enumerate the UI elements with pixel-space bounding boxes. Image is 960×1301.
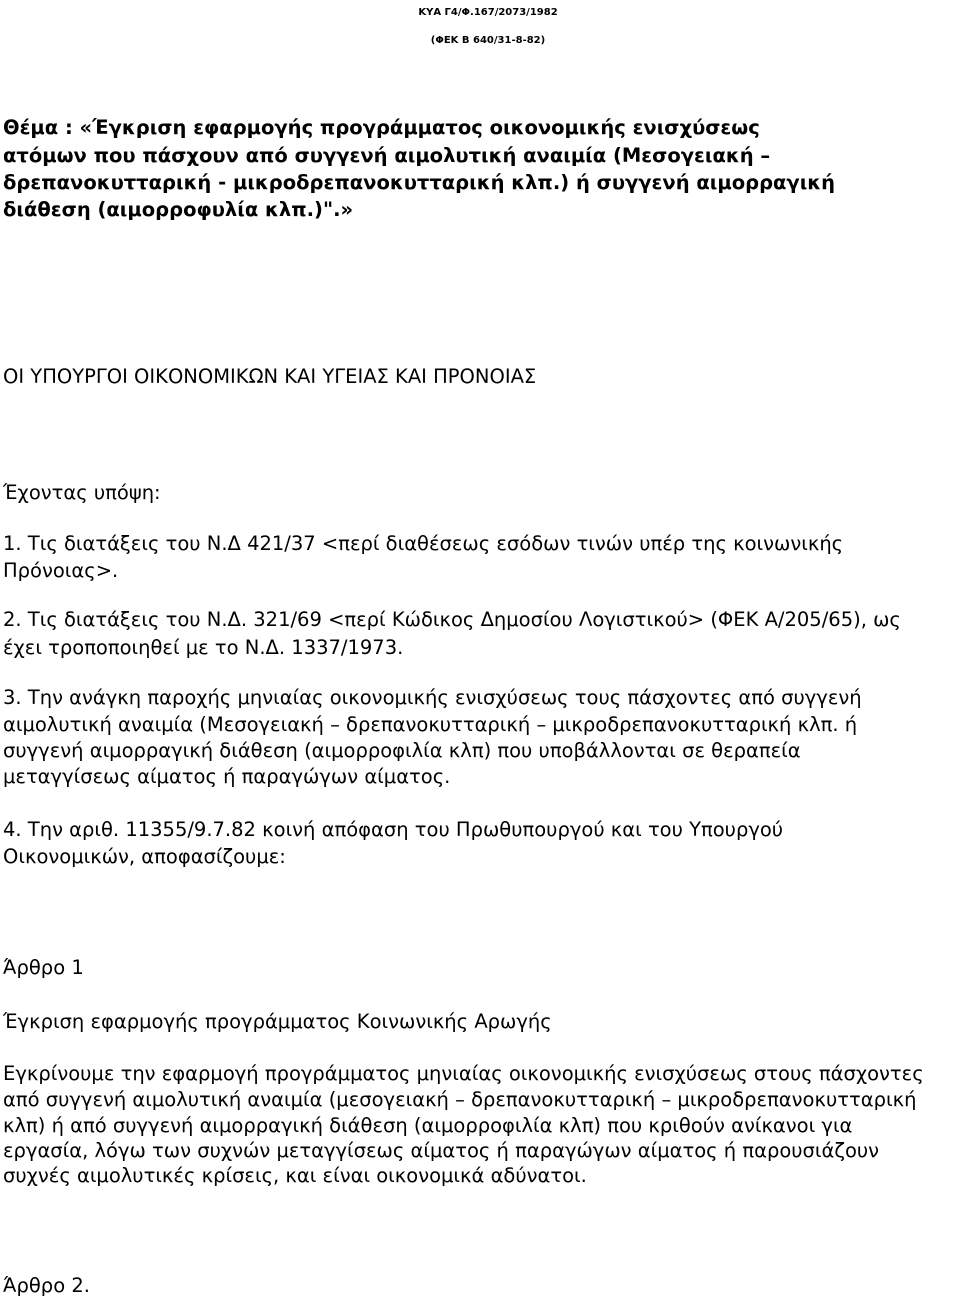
article-2-title: Άρθρο 2. [3, 1274, 90, 1297]
subject-line-2: ατόμων που πάσχουν από συγγενή αιμολυτική αναιμία (Μεσογειακή – [3, 144, 771, 167]
article-1-line-3: κλπ) ή από συγγενή αιμορραγική διάθεση (αιμορροφιλία κλπ) που κριθούν ανίκανοι για [3, 1114, 853, 1137]
subject-line-1: Θέμα : «Έγκριση εφαρμογής προγράμματος οικονομικής ενισχύσεως [3, 116, 760, 139]
article-1-line-5: συχνές αιμολυτικές κρίσεις, και είναι οικονομικά αδύνατοι. [3, 1164, 587, 1187]
document-reference: ΚΥΑ Γ4/Φ.167/2073/1982 [418, 7, 558, 18]
article-1-line-2: από συγγενή αιμολυτική αναιμία (μεσογειακή – δρεπανοκυτταρική – μικροδρεπανοκυτταρική [3, 1088, 917, 1111]
article-1-line-4: εργασία, λόγω των συχνών μεταγγίσεως αίματος ή παραγώγων αίματος ή παρουσιάζουν [3, 1139, 880, 1162]
subject-line-4: διάθεση (αιμορροφυλία κλπ.)".» [3, 198, 354, 221]
item-3-line-1: 3. Την ανάγκη παροχής μηνιαίας οικονομικής ενισχύσεως τους πάσχοντες από συγγενή [3, 686, 862, 709]
item-3-line-4: μεταγγίσεως αίματος ή παραγώγων αίματος. [3, 765, 451, 788]
article-1-title: Άρθρο 1 [3, 956, 84, 979]
gazette-reference: (ΦΕΚ Β 640/31-8-82) [430, 35, 546, 46]
item-1-line-2: Πρόνοιας>. [3, 559, 119, 582]
subject-line-3: δρεπανοκυτταρική - μικροδρεπανοκυτταρική κλπ.) ή συγγενή αιμορραγική [3, 171, 836, 194]
article-1-line-1: Εγκρίνουμε την εφαρμογή προγράμματος μηνιαίας οικονομικής ενισχύσεως στους πάσχοντες [3, 1062, 924, 1085]
item-3-line-3: συγγενή αιμορραγική διάθεση (αιμορροφιλία κλπ) που υποβάλλονται σε θεραπεία [3, 739, 801, 762]
item-4-line-1: 4. Την αριθ. 11355/9.7.82 κοινή απόφαση του Πρωθυπουργού και του Υπουργού [3, 818, 784, 841]
article-1-heading: Έγκριση εφαρμογής προγράμματος Κοινωνικής Αρωγής [3, 1010, 552, 1033]
item-1-line-1: 1. Τις διατάξεις του Ν.Δ 421/37 <περί διαθέσεως εσόδων τινών υπέρ της κοινωνικής [3, 532, 844, 555]
ministers-heading: ΟΙ ΥΠΟΥΡΓΟΙ ΟΙΚΟΝΟΜΙΚΩΝ ΚΑΙ ΥΓΕΙΑΣ ΚΑΙ ΠΡΟΝΟΙΑΣ [3, 365, 537, 388]
considering-label: Έχοντας υπόψη: [3, 481, 161, 504]
item-3-line-2: αιμολυτική αναιμία (Μεσογειακή – δρεπανοκυτταρική – μικροδρεπανοκυτταρική κλπ. ή [3, 713, 858, 736]
item-2-line-1: 2. Τις διατάξεις του Ν.Δ. 321/69 <περί Κώδικος Δημοσίου Λογιστικού> (ΦΕΚ Α/205/65), ως [3, 608, 901, 631]
item-4-line-2: Οικονομικών, αποφασίζουμε: [3, 845, 286, 868]
item-2-line-2: έχει τροποποιηθεί με το Ν.Δ. 1337/1973. [3, 636, 404, 659]
